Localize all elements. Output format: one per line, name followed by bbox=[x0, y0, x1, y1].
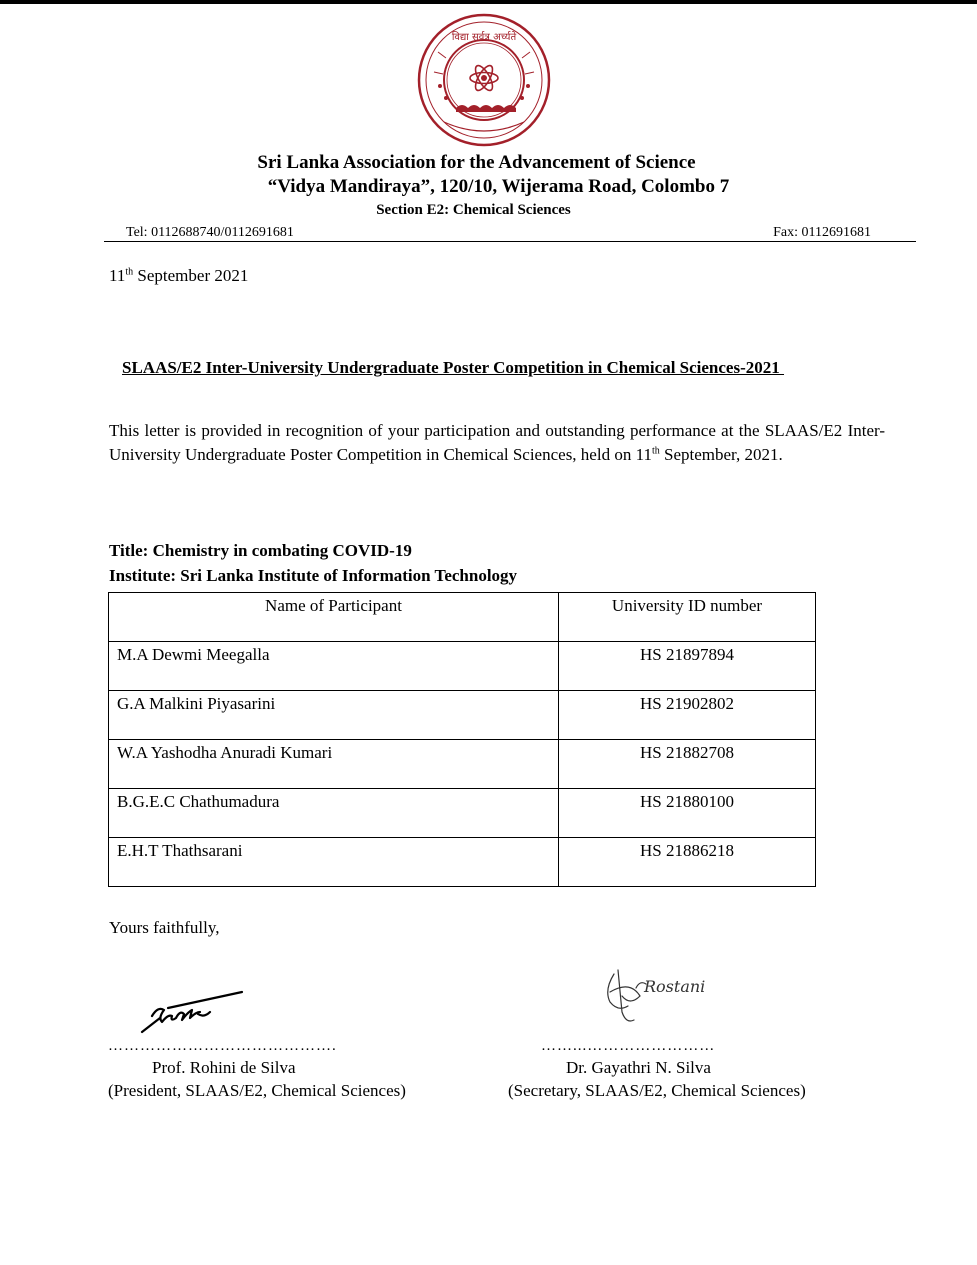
signature-line-right: ……...…………………… bbox=[541, 1038, 716, 1054]
seal-motto: विद्या सर्वत्र अर्च्यते bbox=[451, 32, 517, 43]
participant-id: HS 21886218 bbox=[559, 838, 816, 887]
letter-date bbox=[109, 266, 248, 286]
participant-name: B.G.E.C Chathumadura bbox=[109, 789, 559, 838]
header-rule bbox=[104, 241, 916, 242]
participant-id: HS 21897894 bbox=[559, 642, 816, 691]
slaas-seal-logo bbox=[416, 12, 552, 148]
org-address: “Vidya Mandiraya”, 120/10, Wijerama Road, Colombo 7 bbox=[267, 176, 730, 197]
secretary-name: Dr. Gayathri N. Silva bbox=[566, 1058, 711, 1077]
table-row bbox=[109, 642, 816, 691]
org-section: Section E2: Chemical Sciences bbox=[376, 202, 571, 218]
date-suffix: th bbox=[125, 266, 134, 278]
telephone: Tel: 0112688740/0112691681 bbox=[126, 225, 294, 240]
participant-id: HS 21882708 bbox=[559, 740, 816, 789]
body-paragraph bbox=[109, 419, 885, 467]
participants-table bbox=[108, 592, 816, 887]
org-name: Sri Lanka Association for the Advancement of Science bbox=[257, 152, 696, 173]
date-rest: September 2021 bbox=[133, 266, 249, 285]
body-sup: th bbox=[651, 445, 660, 457]
institute-name: Institute: Sri Lanka Institute of Information Technology bbox=[109, 566, 518, 585]
top-border bbox=[0, 0, 977, 4]
table-row bbox=[109, 740, 816, 789]
project-title: Title: Chemistry in combating COVID-19 bbox=[109, 541, 412, 560]
table-header-row bbox=[109, 593, 816, 642]
president-name: Prof. Rohini de Silva bbox=[152, 1058, 296, 1077]
fax: Fax: 0112691681 bbox=[773, 225, 871, 240]
closing-phrase: Yours faithfully, bbox=[109, 918, 220, 937]
subject-line: SLAAS/E2 Inter-University Undergraduate Poster Competition in Chemical Sciences-2021 bbox=[122, 358, 785, 377]
table-row bbox=[109, 789, 816, 838]
column-header-name: Name of Participant bbox=[109, 593, 559, 642]
participant-id: HS 21880100 bbox=[559, 789, 816, 838]
secretary-signature-text: Rostani bbox=[644, 977, 706, 996]
secretary-signature bbox=[600, 966, 720, 1028]
body-text-2: September, 2021. bbox=[659, 445, 783, 464]
body-text-1: This letter is provided in recognition of your participation and outstanding performance at the SLAAS/E2 Inter-University Undergraduate Poster Competition in Chemical Sciences, held on 11 bbox=[109, 421, 885, 464]
participant-name: G.A Malkini Piyasarini bbox=[109, 691, 559, 740]
participant-name: W.A Yashodha Anuradi Kumari bbox=[109, 740, 559, 789]
participant-name: M.A Dewmi Meegalla bbox=[109, 642, 559, 691]
signature-line-left: ……………………………………. bbox=[108, 1038, 337, 1054]
president-signature bbox=[138, 988, 248, 1036]
column-header-id: University ID number bbox=[559, 593, 816, 642]
participant-id: HS 21902802 bbox=[559, 691, 816, 740]
secretary-role: (Secretary, SLAAS/E2, Chemical Sciences) bbox=[508, 1081, 806, 1100]
table-row bbox=[109, 691, 816, 740]
participant-name: E.H.T Thathsarani bbox=[109, 838, 559, 887]
president-role: (President, SLAAS/E2, Chemical Sciences) bbox=[108, 1081, 406, 1100]
date-day: 11 bbox=[109, 266, 126, 285]
table-row bbox=[109, 838, 816, 887]
